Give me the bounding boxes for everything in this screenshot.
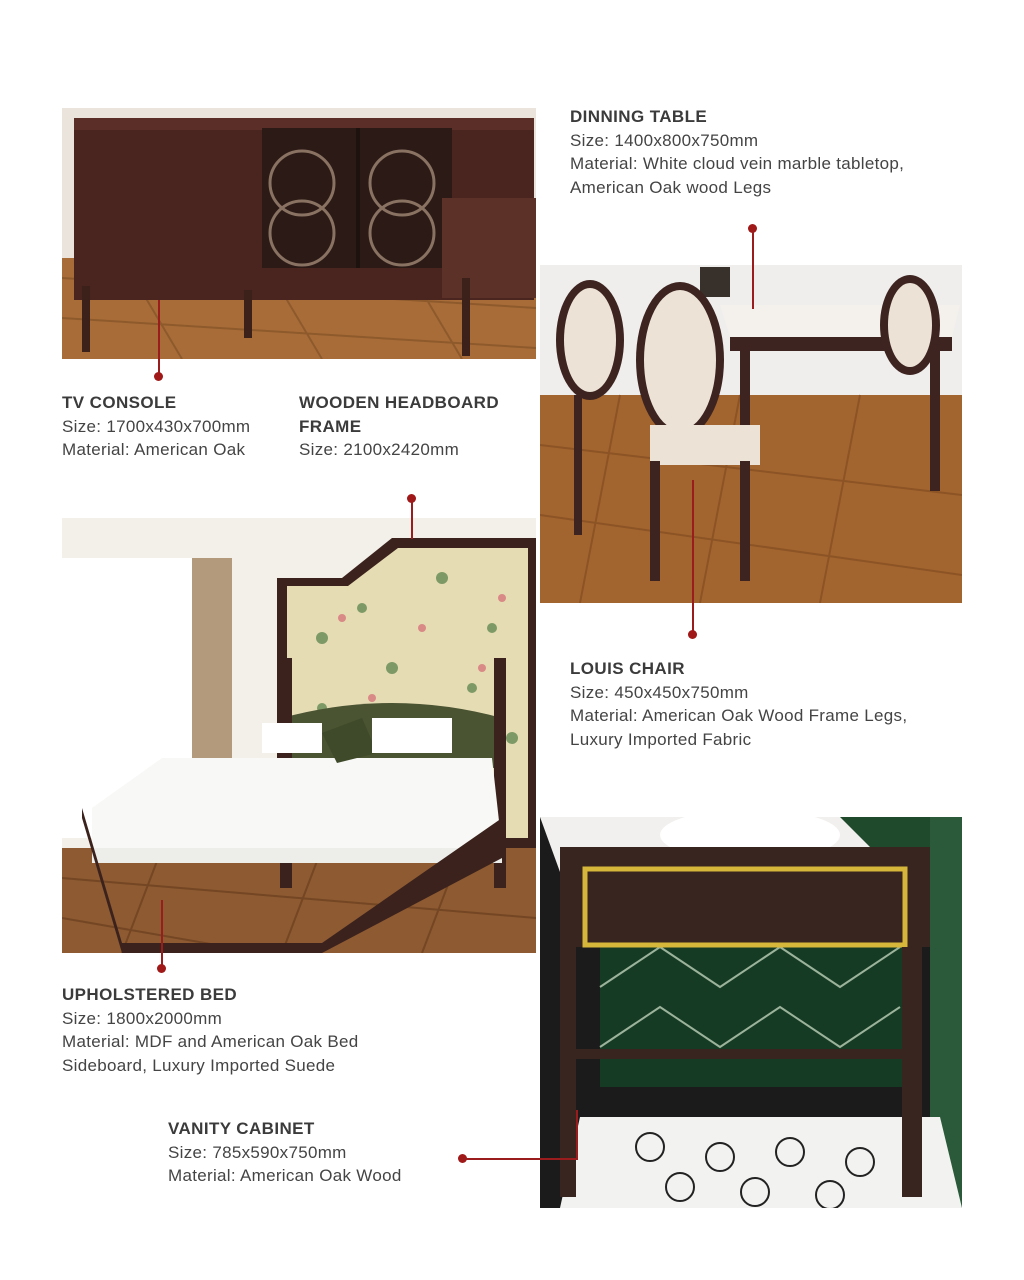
bed-material: Material: MDF and American Oak Bed (62, 1032, 359, 1051)
tv-console-caption (62, 391, 292, 462)
vanity-leader-h (462, 1158, 578, 1160)
headboard-title: WOODEN HEADBOARD FRAME (299, 393, 500, 436)
vanity-leader-v (576, 1110, 578, 1160)
bed-leader (161, 900, 163, 968)
dining-table-material-2: American Oak wood Legs (570, 177, 772, 197)
tv-console-size: Size: 1700x430x700mm (62, 416, 251, 436)
bed-material-2: Sideboard, Luxury Imported Suede (62, 1055, 336, 1075)
dining-table-caption (570, 105, 990, 199)
headboard-leader (411, 499, 413, 539)
headboard-caption (299, 391, 535, 462)
louis-chair-material: Material: American Oak Wood Frame Legs, (570, 706, 908, 725)
louis-chair-title: LOUIS CHAIR (570, 659, 685, 678)
vanity-caption (168, 1117, 468, 1188)
tv-console-title: TV CONSOLE (62, 393, 177, 412)
vanity-size: Size: 785x590x750mm (168, 1142, 347, 1162)
bed-marker (157, 964, 166, 973)
louis-chair-size: Size: 450x450x750mm (570, 682, 749, 702)
vanity-title: VANITY CABINET (168, 1119, 315, 1138)
vanity-photo (540, 817, 962, 1208)
louis-chair-leader (692, 480, 694, 632)
vanity-material: Material: American Oak Wood (168, 1166, 402, 1185)
bed-caption (62, 983, 482, 1077)
tv-console-photo (62, 108, 536, 359)
dining-table-material: Material: White cloud vein marble tabletop, (570, 154, 905, 173)
bed-size: Size: 1800x2000mm (62, 1008, 223, 1028)
tv-console-material: Material: American Oak (62, 440, 246, 459)
dining-set-photo (540, 265, 962, 603)
louis-chair-caption (570, 657, 990, 751)
dining-table-leader (752, 229, 754, 309)
bedroom-photo (62, 518, 536, 953)
tv-console-leader (158, 300, 160, 376)
dining-table-size: Size: 1400x800x750mm (570, 130, 759, 150)
headboard-size: Size: 2100x2420mm (299, 440, 460, 459)
dining-table-title: DINNING TABLE (570, 107, 708, 126)
louis-chair-marker (688, 630, 697, 639)
bed-title: UPHOLSTERED BED (62, 985, 238, 1004)
tv-console-marker (154, 372, 163, 381)
louis-chair-material-2: Luxury Imported Fabric (570, 729, 752, 749)
